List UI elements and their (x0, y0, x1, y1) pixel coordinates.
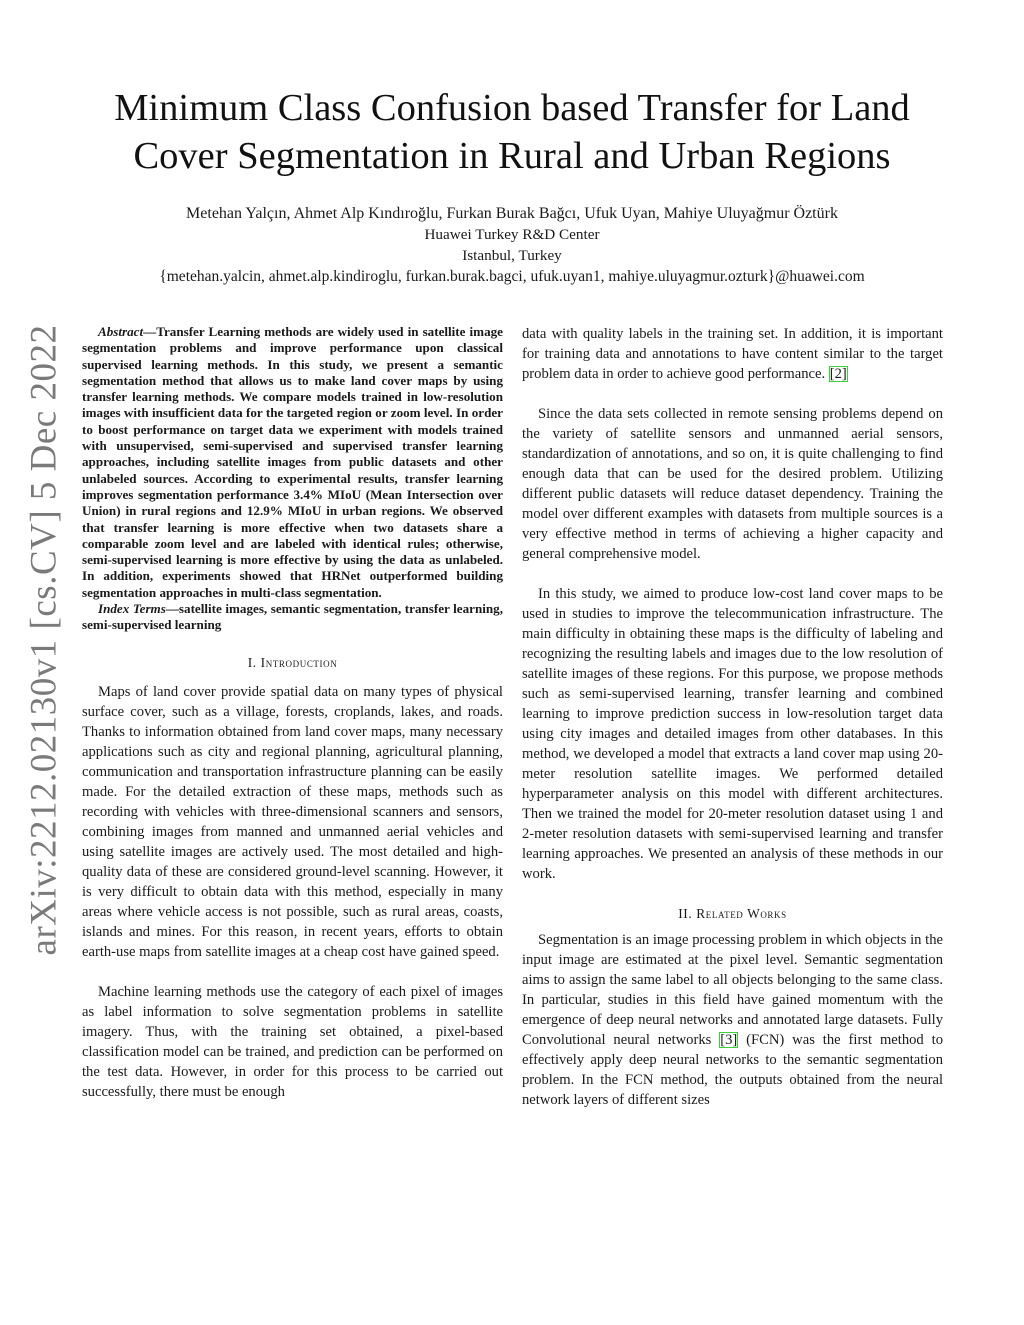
section-number: II. (678, 906, 697, 921)
section-number: I. (247, 654, 261, 670)
index-terms-text: satellite images, semantic segmentation, transfer learning, semi-supervised learning (82, 601, 503, 633)
author-block (60, 203, 964, 287)
section-title: Introduction (260, 654, 338, 670)
intro-paragraph-5: In this study, we aimed to produce low-cost land cover maps to be used in studies to improve the telecommunication infrastructure. The main difficulty in obtaining these maps is the difficulty of labeling and recognizing the resulting labels and images due to the low resolution of satellite images of these regions. For this purpose, we propose methods such as semi-supervised learning, transfer learning and combined learning to improve prediction success in low-resolution target data using city images and detailed images from other databases. In this method, we developed a model that extracts a land cover map using 20-meter resolution satellite images. We performed detailed hyperparameter analysis on this model with different architectures. Then we trained the model for 20-meter resolution dataset using 1 and 2-meter resolution datasets with semi-supervised learning and transfer learning approaches. We presented an analysis of these methods in our work. (522, 586, 943, 882)
intro-paragraph-1: Maps of land cover provide spatial data on many types of physical surface cover, such as a village, forests, croplands, lakes, and roads. Thanks to information obtained from land cover maps, many necessary applications such as city and regional planning, agricultural planning, communication and transportation infrastructure planning can be easily made. For the detailed extraction of these maps, methods such as recording with vehicles with three-dimensional scanners and sensors, combining images from manned and unmanned aerial vehicles and using satellite images are actively used. The most detailed and high-quality data of these are considered ground-level scanning. However, it is very difficult to obtain data with this method, especially in many areas where vehicle access is not possible, such as rural areas, coasts, islands and mines. For this reason, in recent years, efforts to obtain earth-use maps from satellite images at a cheap cost have gained speed. (82, 683, 503, 960)
affiliation: Huawei Turkey R&D Center (424, 226, 600, 243)
index-terms-dash: — (165, 601, 179, 617)
citation-link[interactable]: [2] (829, 366, 847, 382)
abstract-dash: — (143, 324, 157, 339)
paragraph-text: Segmentation is an image processing problem in which objects in the input image are estimated at the pixel level. Semantic segmentation aims to assign the same label to all objects belonging to the same class. In particular, studies in this field have gained momentum with the emergence of deep neural networks and annotated large datasets. Fully Convolutional neural networks (522, 932, 943, 1048)
right-column (522, 324, 943, 1110)
index-terms-label: Index Terms (98, 601, 166, 617)
paragraph-text: (FCN) was the first method to effectively apply deep neural networks to the semantic segmentation problem. In the FCN method, the outputs obtained from the neural network layers of different sizes (522, 1032, 943, 1108)
title-line-1: Minimum Class Confusion based Transfer for Land (114, 87, 910, 129)
author-names: Metehan Yalçın, Ahmet Alp Kındıroğlu, Furkan Burak Bağcı, Ufuk Uyan, Mahiye Uluyağmur Öztürk (186, 205, 838, 222)
intro-paragraph-3 (522, 324, 943, 384)
left-column (82, 324, 503, 1102)
section-heading-introduction (82, 655, 503, 671)
abstract-label: Abstract (98, 324, 144, 339)
related-works-paragraph-1 (522, 930, 943, 1110)
paper-title (60, 84, 964, 180)
abstract (82, 324, 503, 601)
intro-paragraph-2: Machine learning methods use the category of each pixel of images as label information to solve segmentation problems in satellite imagery. Thus, with the training set obtained, a pixel-based classification model can be trained, and prediction can be performed on the test data. However, in order for this process to be carried out successfully, there must be enough (82, 983, 503, 1100)
index-terms (82, 601, 503, 634)
abstract-text: Transfer Learning methods are widely used in satellite image segmentation problems and improve performance upon classical supervised learning methods. In this study, we present a semantic segmentation method that allows us to make land cover maps by using transfer learning methods. We compare models trained in low-resolution images with insufficient data for the targeted region or zoom level. In order to boost performance on target data we experiment with models trained with unsupervised, semi-supervised and supervised transfer learning approaches, including satellite images from public datasets and other unlabeled sources. According to experimental results, transfer learning improves segmentation performance 3.4% MIoU (Mean Intersection over Union) in rural regions and 12.9% MIoU in urban regions. We observed that transfer learning is more effective when two datasets share a comparable zoom level and are labeled with identical rules; otherwise, semi-supervised learning is more effective by using the data as unlabeled. In addition, experiments showed that HRNet outperformed building segmentation approaches in multi-class segmentation. (82, 324, 503, 600)
section-title: Related Works (696, 906, 787, 921)
author-emails: {metehan.yalcin, ahmet.alp.kindiroglu, furkan.burak.bagci, ufuk.uyan1, mahiye.uluyagmur.ozturk}@huawei.com (159, 268, 865, 285)
location: Istanbul, Turkey (462, 247, 562, 264)
title-line-2: Cover Segmentation in Rural and Urban Regions (133, 135, 891, 177)
section-heading-related-works (522, 906, 943, 922)
intro-paragraph-4: Since the data sets collected in remote sensing problems depend on the variety of satellite sensors and unmanned aerial sensors, standardization of annotations, and so on, it is quite challenging to find enough data that can be used for the desired problem. Utilizing different public datasets will reduce dataset dependency. Training the model over different examples with datasets from multiple sources is a very effective method in terms of achieving a higher capacity and general comprehensive model. (522, 406, 943, 562)
citation-link[interactable]: [3] (720, 1032, 738, 1048)
arxiv-identifier-text: arXiv:2212.02130v1 [cs.CV] 5 Dec 2022 (23, 324, 65, 956)
paragraph-text: data with quality labels in the training set. In addition, it is important for training data and annotations to have content similar to the target problem data in order to achieve good performance. (522, 326, 943, 382)
